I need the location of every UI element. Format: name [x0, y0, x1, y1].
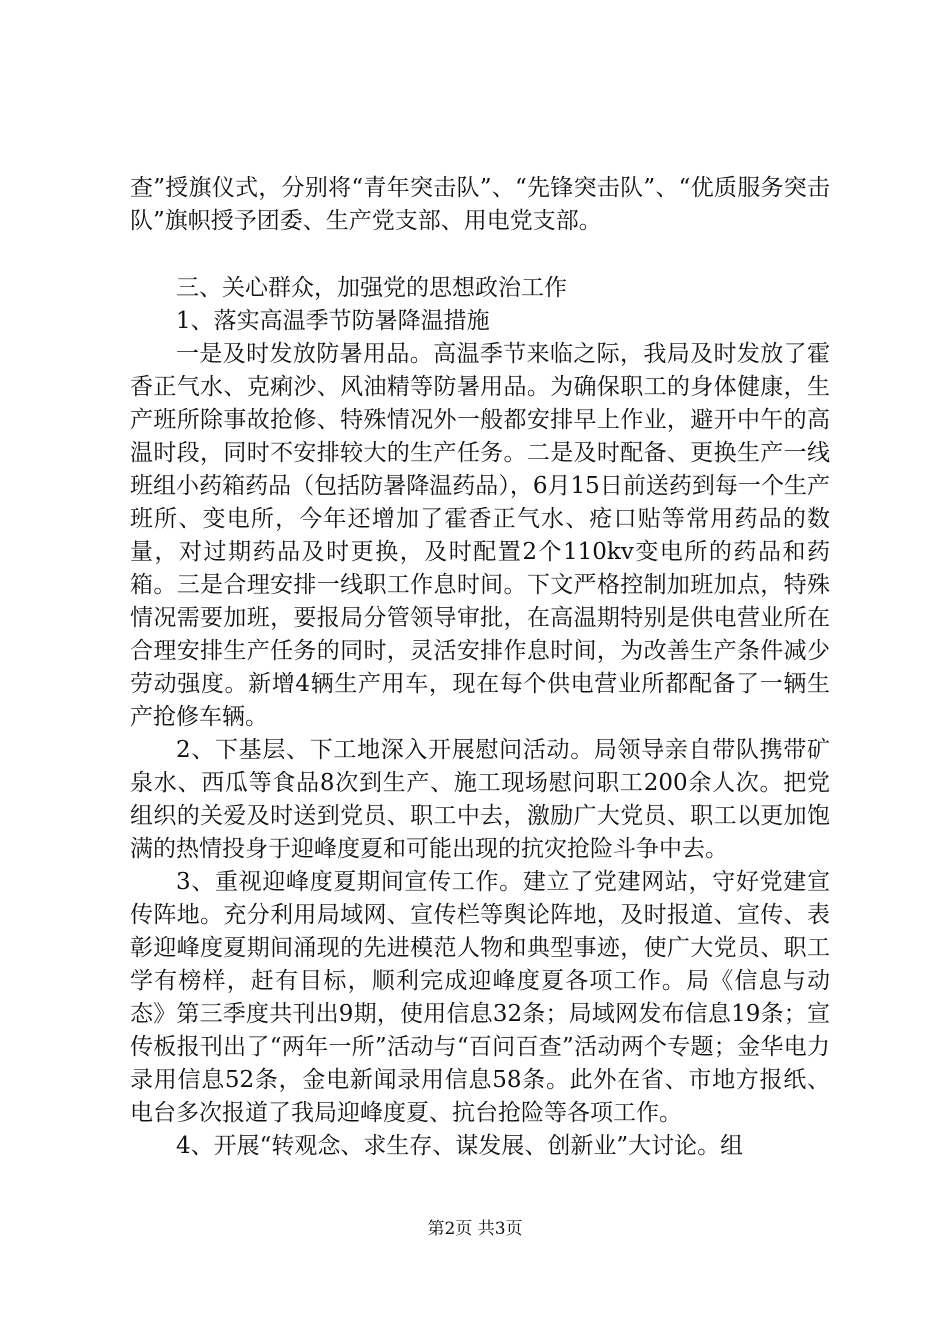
page-footer: [0, 1218, 950, 1240]
paragraph-continuation: 查”授旗仪式，分别将“青年突击队”、“先锋突击队”、“优质服务突击队”旗帜授予团委、生产党支部、用电党支部。: [130, 175, 830, 234]
section-heading: 三、关心群众，加强党的思想政治工作: [176, 275, 567, 301]
paragraph-publicity: 3、重视迎峰度夏期间宣传工作。建立了党建网站，守好党建宣传阵地。充分利用局域网、宣传栏等舆论阵地，及时报道、宣传、表彰迎峰度夏期间涌现的先进模范人物和典型事迹，使广大党员、职工学有榜样，赶有目标，顺利完成迎峰度夏各项工作。局《信息与动态》第三季度共刊出9期，使用信息32条；局域网发布信息19条；宣传板报刊出了“两年一所”活动与“百问百查”活动两个专题；金华电力录用信息52条，金电新闻录用信息58条。此外在省、市地方报纸、电台多次报道了我局迎峰度夏、抗台抢险等各项工作。: [130, 869, 830, 1126]
subsection-heading: 1、落实高温季节防暑降温措施: [176, 308, 490, 334]
paragraph-heat-measures: 一是及时发放防暑用品。高温季节来临之际，我局及时发放了霍香正气水、克痢沙、风油精等防暑用品。为确保职工的身体健康，生产班所除事故抢修、特殊情况外一般都安排早上作业，避开中午的高温时段，同时不安排较大的生产任务。二是及时配备、更换生产一线班组小药箱药品（包括防暑降温药品），6月15日前送药到每一个生产班所、变电所，今年还增加了霍香正气水、疮口贴等常用药品的数量，对过期药品及时更换，及时配置2个110kv变电所的药品和药箱。三是合理安排一线职工作息时间。下文严格控制加班加点，特殊情况需要加班，要报局分管领导审批，在高温期特别是供电营业所在合理安排生产任务的同时，灵活安排作息时间，为改善生产条件减少劳动强度。新增4辆生产用车，现在每个供电营业所都配备了一辆生产抢修车辆。: [130, 341, 830, 730]
page-number: 第2页 共3页: [427, 1219, 523, 1239]
paragraph-gap: [130, 238, 830, 272]
paragraph-discussion: 4、开展“转观念、求生存、谋发展、创新业”大讨论。组: [176, 1133, 744, 1159]
paragraph-visits: 2、下基层、下工地深入开展慰问活动。局领导亲自带队携带矿泉水、西瓜等食品8次到生产、施工现场慰问职工200余人次。把党组织的关爱及时送到党员、职工中去，激励广大党员、职工以更加饱满的热情投身于迎峰度夏和可能出现的抗灾抢险斗争中去。: [130, 737, 830, 862]
document-body: [130, 172, 830, 1163]
